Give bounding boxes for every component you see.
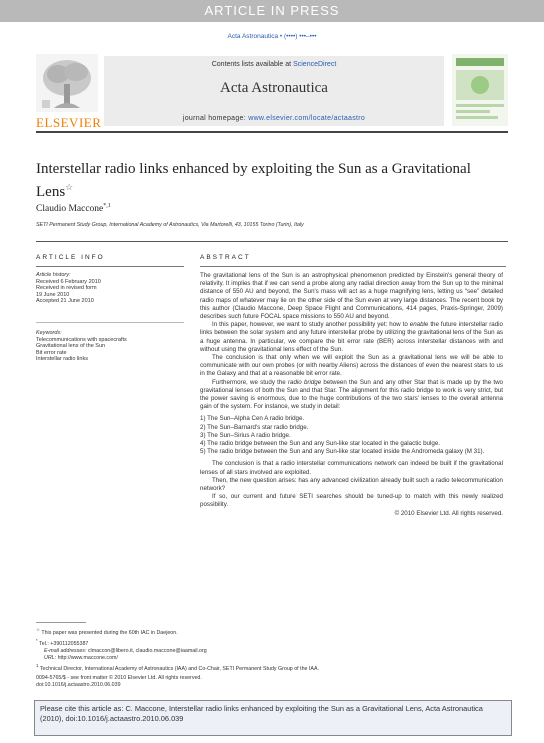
list-item: 5) The radio bridge between the Sun and any Sun-like star located inside the Andromeda galaxy (M 31).	[200, 448, 485, 456]
contents-prefix: Contents lists available at	[211, 61, 292, 68]
abstract-paragraph: If so, our current and future SETI searches should be tuned-up to match with this newly realized possibility.	[200, 493, 503, 509]
list-item: 2) The Sun–Barnard's star radio bridge.	[200, 423, 309, 431]
abstract-paragraph: The conclusion is that only when we will exploit the Sun as a gravitational lens we will be able to communicate with our own probes (or with nearby Aliens) across the distances of even the nearest stars to us in the Galaxy and that at a reasonable bit error rate.	[200, 354, 503, 378]
homepage-prefix: journal homepage:	[182, 115, 246, 122]
cite-volume: • (••••) •••–•••	[279, 33, 317, 40]
footnotes	[36, 626, 506, 672]
list-item: 4) The radio bridge between the Sun and any Sun-like star located in the galactic bulge.	[200, 440, 440, 448]
abstract-text: the future interstellar radio links between the solar system and any future interstellar probe by utilizing the gravitational lens of the Sun as a huge antenna. In particular, we compare the bit error rate (BER) across interstellar distances with and without using the gravitational lens effect of the Sun.	[200, 321, 503, 353]
abstract-text: Furthermore, we study the	[212, 378, 288, 386]
homepage-line	[104, 115, 444, 122]
footnote-url	[36, 655, 506, 662]
keywords-rule	[36, 322, 184, 323]
history-item: 19 June 2010	[36, 291, 70, 298]
header-rule	[36, 131, 508, 133]
abstract-body	[200, 272, 503, 518]
banner-text: ARTICLE IN PRESS	[204, 3, 340, 18]
keyword: Gravitational lens of the Sun	[36, 343, 106, 350]
keyword: Telecommunications with spacecrafts	[36, 336, 127, 343]
email-links[interactable]: clmaccon@libero.it, claudio.maccone@iaamail.org	[87, 647, 207, 654]
footnote-text: Technical Director, International Academy of Astronautics (IAA) and Co-Chair, SETI Permanent Study Group of the IAA.	[39, 665, 319, 672]
abstract-paragraph	[200, 321, 503, 354]
affiliation: SETI Permanent Study Group, International Academy of Astronautics, Via Martorelli, 43, 10155 Torino (Turin), Italy	[36, 222, 304, 228]
issn-block	[36, 675, 506, 689]
abstract-paragraph	[200, 379, 503, 412]
abstract-emphasis: radio bridge	[287, 378, 322, 386]
list-item: 1) The Sun–Alpha Cen A radio bridge.	[200, 415, 305, 423]
history-item: Received 6 February 2010	[36, 278, 101, 285]
abstract-paragraph: The conclusion is that a radio interstellar communications network can indeed be built if the gravitational lenses of all stars involved are exploited.	[200, 460, 503, 476]
author-marks[interactable]: *,1	[103, 203, 111, 209]
issn-line: 0094-5765/$ - see front matter © 2010 Elsevier Ltd. All rights reserved.	[36, 675, 202, 681]
journal-cover-image	[452, 54, 508, 126]
history-label: Article history:	[36, 272, 71, 278]
footnote-tel	[36, 637, 506, 648]
elsevier-wordmark: ELSEVIER	[36, 115, 102, 130]
abstract-paragraph: Then, the new question arises: has any advanced civilization already built such a radio telecommunication network?	[200, 476, 503, 493]
abstract-paragraph: The gravitational lens of the Sun is an astrophysical phenomenon predicted by Einstein's general theory of relativity. It implies that if we can send a probe along any radial direction away from the Sun up to the minimal distance of 550 AU and beyond, the Sun's mass will act as a huge magnifying lens, letting us “see” detailed radio maps of whatever may lie on the other side of the Sun even at very large distances. The recent book by this author (Claudio Maccone, Deep Space Flight and Communications, 414 pages, Praxis-Springer, 2009) describes such future FOCAL space missions to 550 AU and beyond.	[200, 272, 503, 321]
citation-line	[0, 33, 544, 40]
keyword: Bit error rate	[36, 349, 67, 356]
abstract-text: In this paper, however, we want to study another possibility yet: how to	[212, 321, 410, 329]
footnote-email	[36, 648, 506, 655]
title-text: Interstellar radio links enhanced by exploiting the Sun as a Gravitational Lens	[36, 161, 471, 200]
homepage-link[interactable]: www.elsevier.com/locate/actaastro	[248, 115, 366, 122]
footnote-rule	[36, 622, 86, 623]
article-info-rule	[36, 266, 184, 267]
article-title	[36, 160, 496, 201]
contents-line	[104, 61, 444, 68]
email-label: E-mail addresses:	[44, 647, 87, 654]
cite-journal[interactable]: Acta Astronautica	[227, 33, 279, 40]
footnote-text: Tel.: +390112055387	[39, 640, 89, 647]
history-item: Received in revised form	[36, 285, 97, 292]
radio-bridge-list	[200, 415, 503, 456]
abstract-copyright: © 2010 Elsevier Ltd. All rights reserved.	[394, 509, 503, 517]
list-item: 3) The Sun–Sirius A radio bridge.	[200, 431, 291, 439]
footnote-mark: ☆	[36, 627, 40, 632]
abstract-heading: ABSTRACT	[200, 254, 251, 261]
keywords-label: Keywords:	[36, 330, 62, 336]
sciencedirect-link[interactable]: ScienceDirect	[293, 61, 337, 68]
abstract-rule	[200, 266, 506, 267]
footnote-mark: 1	[36, 662, 39, 668]
keywords-block	[36, 330, 127, 363]
author-name[interactable]: Claudio Maccone	[36, 204, 104, 215]
article-info-heading: ARTICLE INFO	[36, 254, 105, 261]
abstract-emphasis: enable	[409, 321, 429, 329]
author-line	[36, 203, 111, 214]
url-link[interactable]: http://www.maccone.com/	[57, 654, 118, 661]
footnote-star	[36, 626, 506, 637]
title-footnote-mark[interactable]: ☆	[65, 182, 74, 192]
title-rule	[36, 241, 508, 242]
footnote-mark: *	[36, 637, 38, 643]
keyword: Interstellar radio links	[36, 356, 88, 363]
please-cite-text: Please cite this article as: C. Maccone, Interstellar radio links enhanced by exploiting the Sun as a Gravitational Lens, Acta Astronautica (2010), doi:10.1016/j.actaastro.2010.06.039	[40, 704, 483, 723]
history-item: Accepted 21 June 2010	[36, 298, 94, 305]
footnote-one	[36, 662, 506, 673]
footnote-text: This paper was presented during the 60th IAC in Daejeon.	[41, 629, 178, 636]
abstract-text: between the Sun and any other Star that is made up by the two gravitational lenses of both the Sun and that Star. The alignment for this radio bridge to work is very strict, but the power saving is enormous, due to the huge contributions of the two stars' lenses to the overall antenna gain of the system. For instance, we study in detail:	[200, 378, 503, 411]
article-history	[36, 272, 101, 305]
journal-name: Acta Astronautica	[220, 80, 328, 96]
url-label: URL:	[44, 654, 57, 661]
doi-line[interactable]: doi:10.1016/j.actaastro.2010.06.039	[36, 682, 121, 688]
